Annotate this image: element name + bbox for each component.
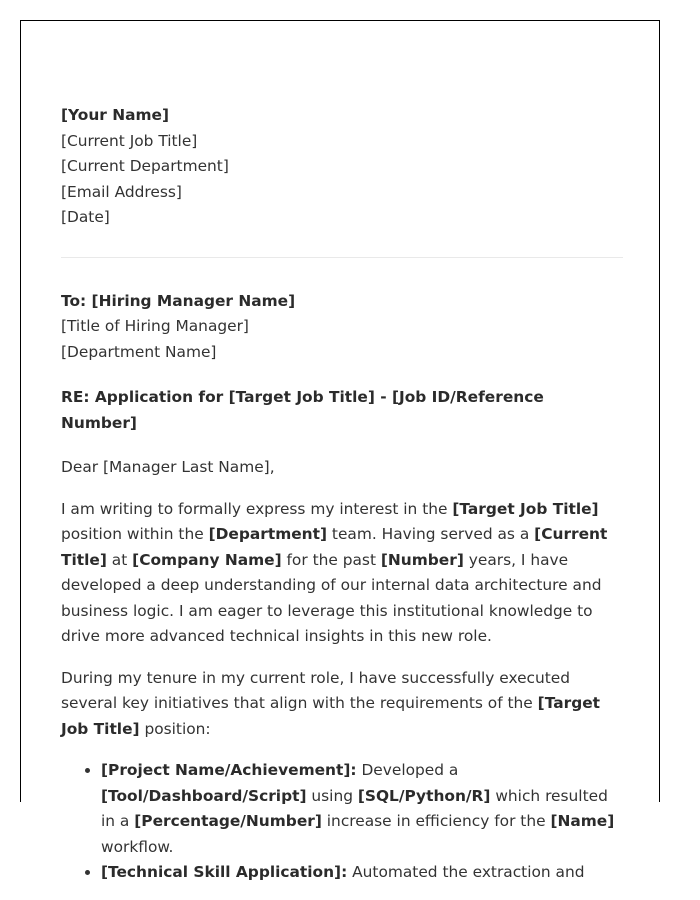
recipient-title: [Title of Hiring Manager] <box>61 317 249 335</box>
recipient-block <box>61 289 623 366</box>
letter-page <box>20 20 660 881</box>
text-run: Developed a <box>356 761 459 779</box>
bold-run: [SQL/Python/R] <box>357 786 491 805</box>
recipient-to: To: [Hiring Manager Name] <box>61 291 296 310</box>
text-run: using <box>306 786 358 805</box>
sender-name: [Your Name] <box>61 106 170 124</box>
letter-body <box>61 103 623 886</box>
text-run: which resulted in a <box>101 786 608 830</box>
text-run: team. Having served as a <box>327 525 535 543</box>
bold-run: [Number] <box>380 550 464 569</box>
bold-run: [Target Job Title] <box>61 694 601 738</box>
bold-run: [Company Name] <box>132 550 282 569</box>
sender-block <box>61 103 623 231</box>
text-run: position: <box>139 719 211 738</box>
text-run: years, I have developed a deep understanding of our internal data architecture and business logic. I am eager to leverage this institutional knowledge to drive more advanced technical insights in this new role. <box>61 550 602 645</box>
subject-line: RE: Application for [Target Job Title] - [Job ID/Reference Number] <box>61 388 544 432</box>
sender-job-title: [Current Job Title] <box>61 131 198 150</box>
text-run: During my tenure in my current role, I have successfully executed several key initiatives that align with the requirements of the <box>61 668 571 712</box>
text-run: for the past <box>281 550 381 569</box>
bold-run: [Current Title] <box>61 525 608 569</box>
paragraph-tenure <box>61 666 623 743</box>
sender-date: [Date] <box>61 208 110 226</box>
sender-email: [Email Address] <box>61 182 182 201</box>
text-run: at <box>106 550 133 569</box>
achievement-list <box>61 758 623 886</box>
bold-run: [Tool/Dashboard/Script] <box>101 786 307 805</box>
recipient-department: [Department Name] <box>61 342 217 361</box>
text-run: position within the <box>61 525 209 543</box>
bold-run: [Project Name/Achievement]: <box>101 761 357 779</box>
bold-run: [Department] <box>208 525 328 543</box>
paragraph-intro <box>61 497 623 650</box>
list-item <box>101 758 623 860</box>
list-item <box>101 860 623 886</box>
bold-run: [Target Job Title] <box>452 499 599 518</box>
bold-run: [Technical Skill Application]: <box>101 863 348 881</box>
sender-department: [Current Department] <box>61 157 229 175</box>
text-run: I am writing to formally express my interest in the <box>61 499 453 518</box>
salutation: Dear [Manager Last Name], <box>61 458 275 476</box>
text-run: Automated the extraction and <box>347 863 585 881</box>
divider <box>61 257 623 258</box>
bold-run: [Name] <box>550 812 615 830</box>
text-run: increase in efficiency for the <box>321 812 551 830</box>
bold-run: [Percentage/Number] <box>134 812 322 830</box>
text-run: workflow. <box>101 837 174 856</box>
